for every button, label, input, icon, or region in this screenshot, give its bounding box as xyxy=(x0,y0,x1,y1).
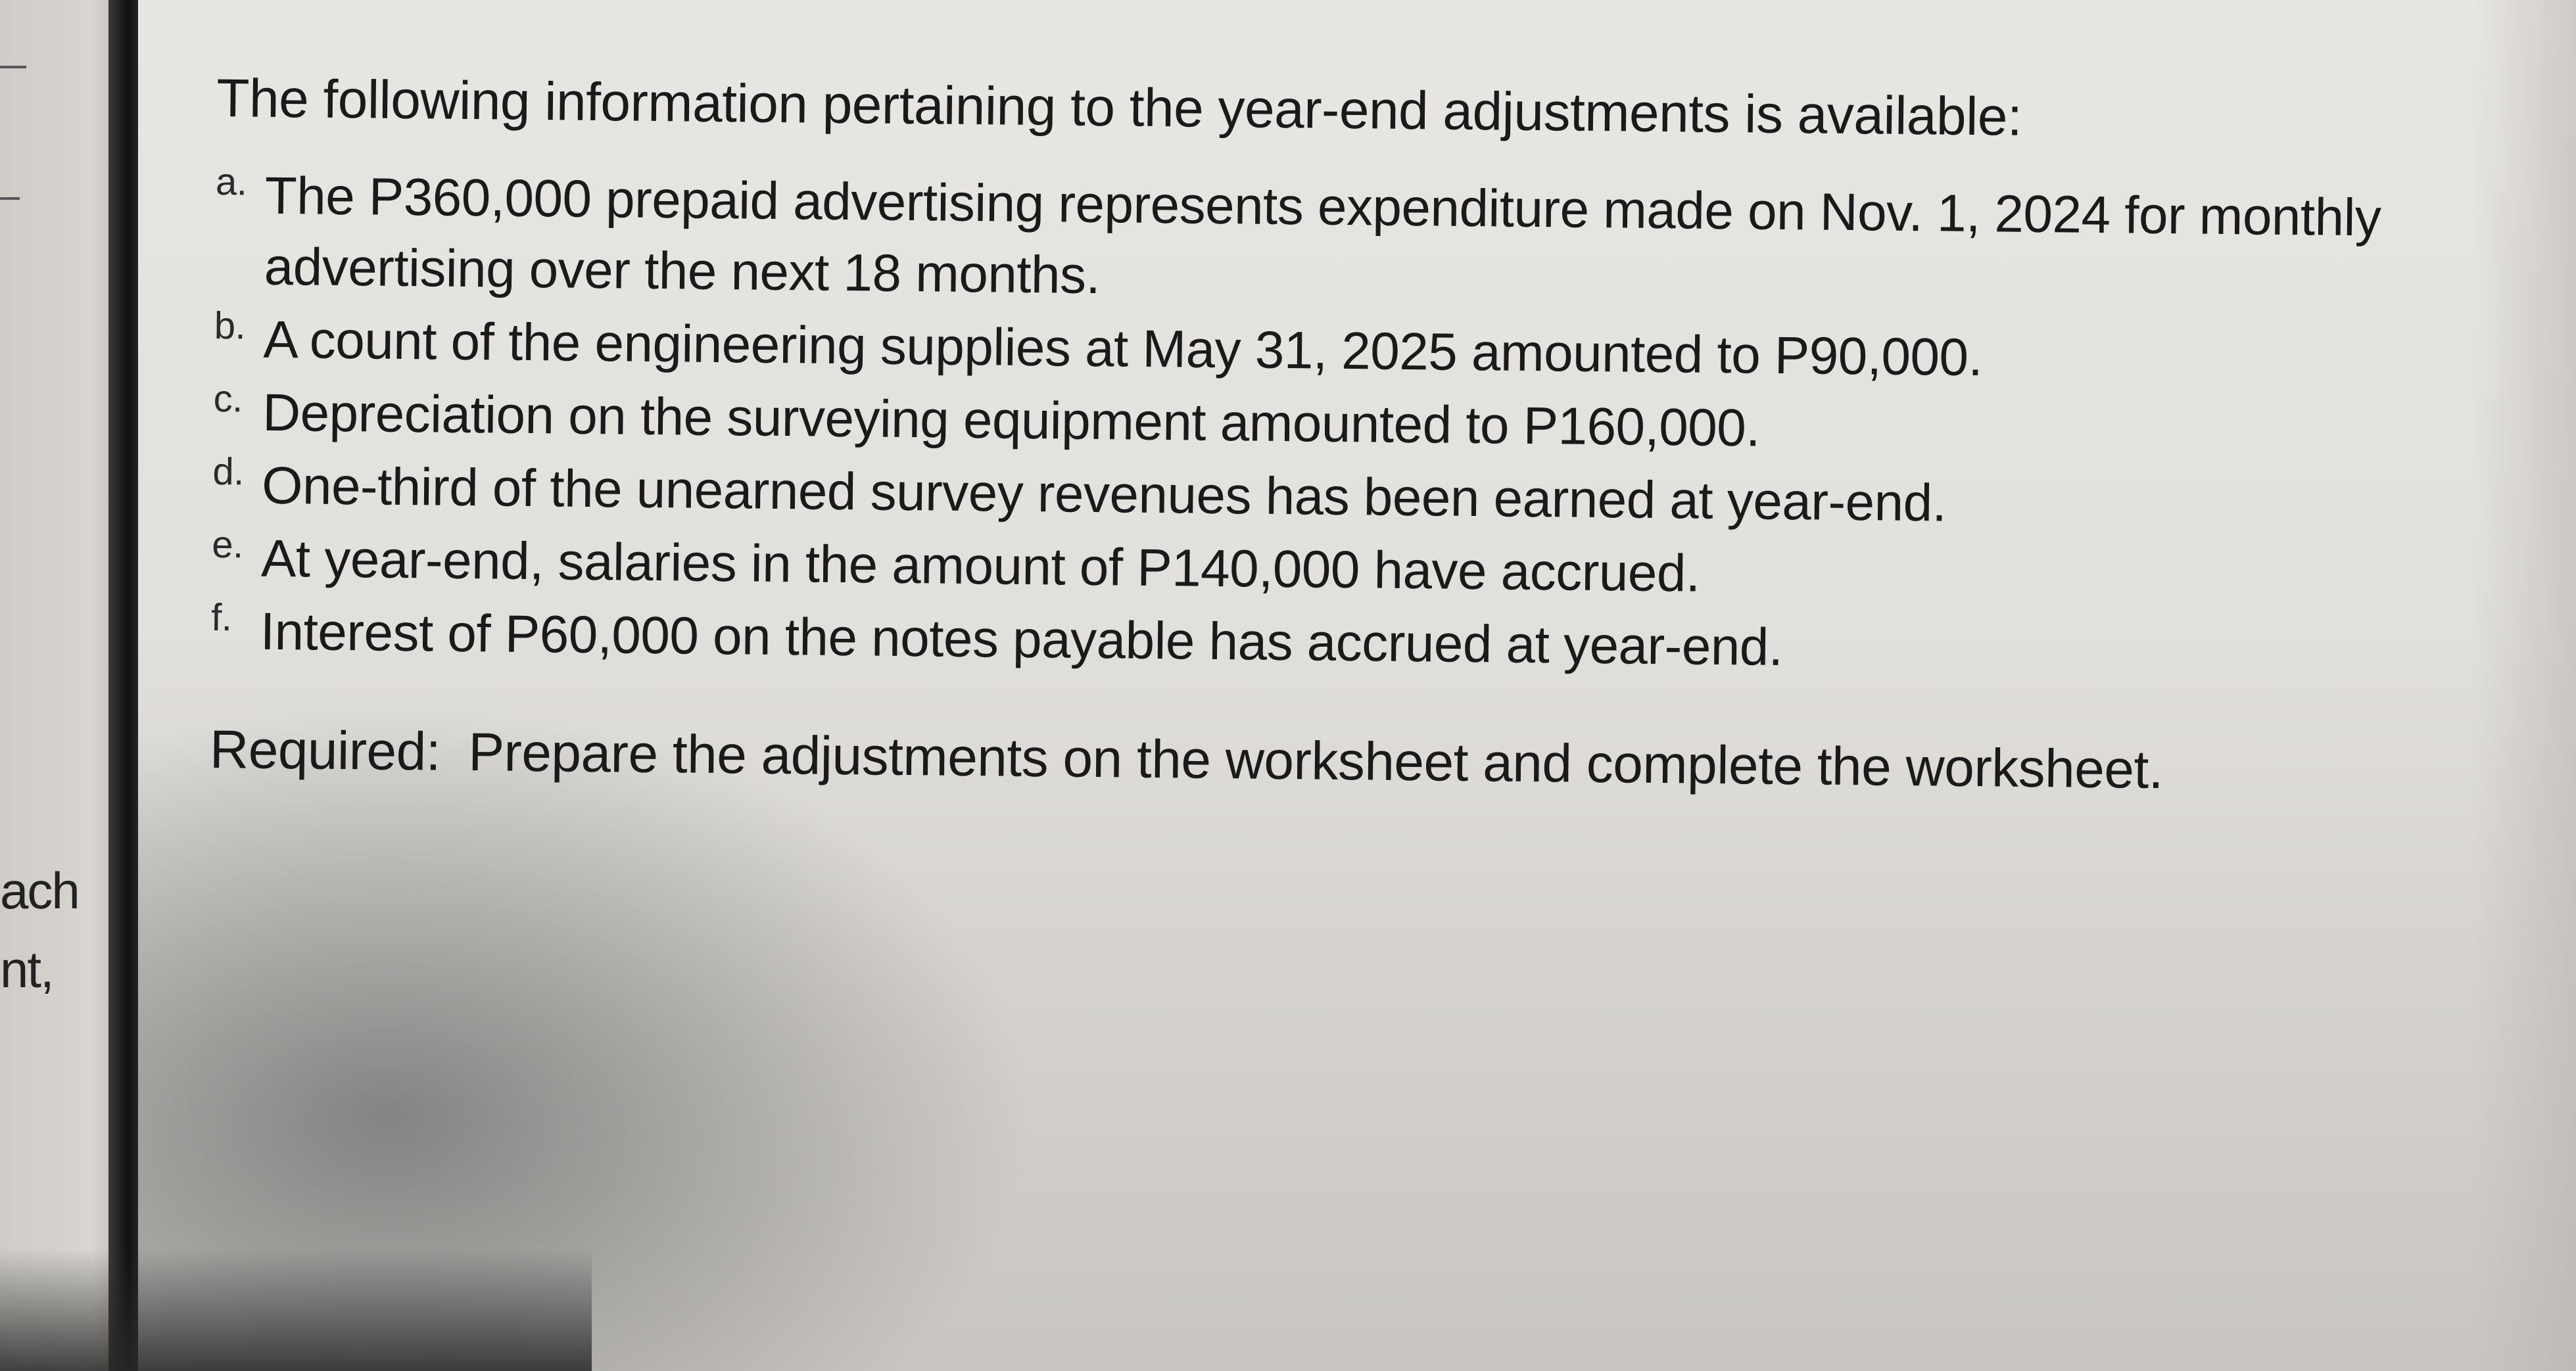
intro-paragraph: The following information pertaining to the year-end adjustments is available: xyxy=(216,68,2022,147)
item-marker: d. xyxy=(212,450,245,494)
item-marker: b. xyxy=(214,304,246,348)
adjustments-list xyxy=(210,160,2451,690)
item-text: At year-end, salaries in the amount of P140,000 have accrued. xyxy=(260,528,1701,603)
required-label: Required: xyxy=(209,719,441,782)
item-text: Interest of P60,000 on the notes payable has accrued at year-end. xyxy=(260,601,1784,676)
item-text: A count of the engineering supplies at May 31, 2025 amounted to P90,000. xyxy=(263,310,1983,387)
book-binding-shadow xyxy=(108,0,141,1371)
required-instruction xyxy=(209,714,2445,810)
left-page-text-fragment: nt, xyxy=(0,941,53,998)
book-page xyxy=(138,0,2576,1371)
item-text: Depreciation on the surveying equipment amounted to P160,000. xyxy=(262,383,1761,457)
page-edge-shade xyxy=(2471,0,2576,1371)
required-text: Prepare the adjustments on the worksheet and complete the worksheet. xyxy=(467,722,2164,801)
item-marker: a. xyxy=(215,160,247,204)
item-text: One-third of the unearned survey revenues has been earned at year-end. xyxy=(261,455,1947,532)
list-item xyxy=(214,160,2451,325)
item-marker: e. xyxy=(211,523,244,567)
left-page-rule xyxy=(0,197,20,200)
bottom-shadow xyxy=(0,1249,592,1371)
item-text: The P360,000 prepaid advertising represents expenditure made on Nov. 1, 2024 for monthly advertising over the next 18 months. xyxy=(264,166,2381,305)
item-marker: c. xyxy=(213,377,243,421)
item-marker: f. xyxy=(210,595,232,639)
left-page-rule xyxy=(0,66,26,68)
page-content xyxy=(209,62,2452,810)
left-page-text-fragment: ach xyxy=(0,862,79,919)
